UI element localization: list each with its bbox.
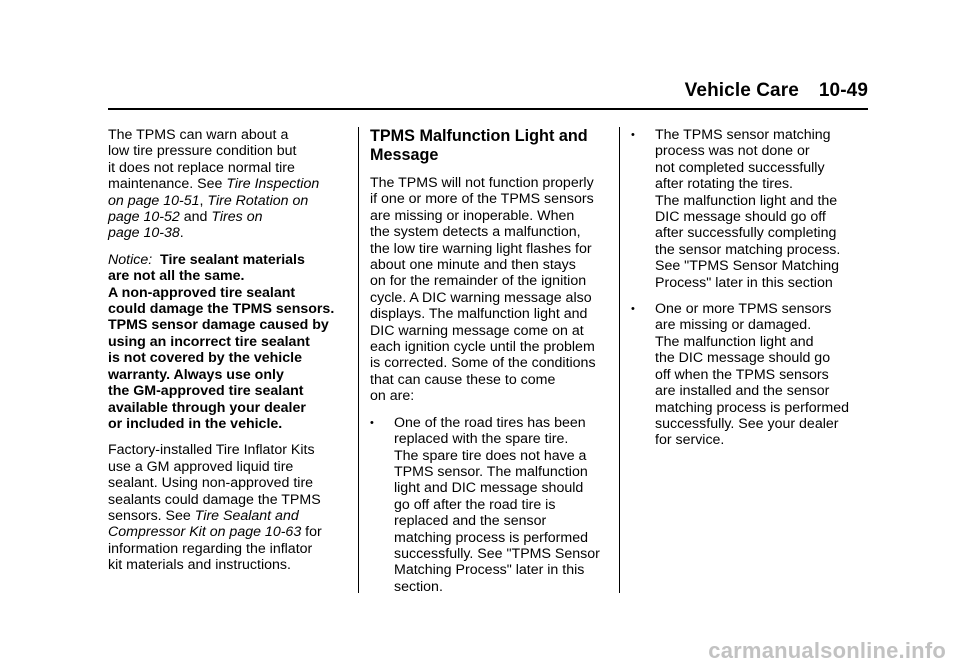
xref-tire-inspection[interactable]: Tire Inspection — [226, 176, 320, 193]
text-line: section. — [394, 578, 443, 595]
text-run: maintenance. See — [108, 176, 227, 193]
text-line: low tire pressure condition but — [108, 143, 297, 160]
text-line: the system detects a malfunction, — [370, 224, 581, 241]
text-line: matching process is performed — [394, 529, 588, 546]
text-line: successfully. See your dealer — [655, 415, 839, 432]
heading-line: TPMS Malfunction Light and — [370, 127, 588, 145]
text-run: for — [301, 524, 322, 541]
text-line: process was not done or — [655, 143, 810, 160]
column-divider-2 — [619, 127, 620, 593]
text-line: use a GM approved liquid tire — [108, 458, 294, 475]
column-3 — [631, 127, 871, 459]
text-run: and — [179, 209, 212, 226]
text-line: successfully. See "TPMS Sensor — [394, 545, 600, 562]
text-run: , — [199, 192, 208, 209]
text-line: The malfunction light and — [655, 333, 814, 350]
text-line: matching process is performed — [655, 399, 849, 416]
malfunction-paragraph — [370, 175, 610, 405]
notice-line: are not all the same. — [108, 268, 245, 285]
text-line: One or more TPMS sensors — [655, 301, 832, 318]
bullet-icon: • — [631, 129, 635, 141]
watermark: carmanualsonline.info — [708, 638, 946, 663]
text-line — [108, 524, 348, 540]
notice-line: the GM-approved tire sealant — [108, 383, 304, 400]
bullet-icon: • — [370, 416, 374, 429]
text-line — [108, 508, 348, 524]
notice-line: warranty. Always use only — [108, 366, 284, 383]
text-line: DIC warning message come on at — [370, 322, 584, 339]
text-line: The TPMS will not function properly — [370, 175, 594, 191]
text-line: TPMS sensor. The malfunction — [394, 463, 588, 480]
notice-line: could damage the TPMS sensors. — [108, 301, 335, 318]
column-2 — [370, 127, 610, 605]
text-line: light and DIC message should — [394, 480, 584, 497]
text-line: are missing or inoperable. When — [370, 207, 575, 224]
text-line: go off after the road tire is — [394, 496, 556, 513]
text-line: each ignition cycle until the problem — [370, 339, 595, 356]
text-line: cycle. A DIC warning message also — [370, 289, 592, 306]
text-line: is corrected. Some of the conditions — [370, 355, 596, 372]
xref-tires-page[interactable]: page 10-38 — [108, 225, 180, 242]
section-heading — [370, 127, 610, 165]
text-line: are missing or damaged. — [655, 317, 812, 334]
text-line: replaced and the sensor — [394, 513, 547, 530]
text-line — [108, 193, 348, 209]
text-line: are installed and the sensor — [655, 383, 830, 400]
column-divider-1 — [358, 127, 359, 593]
xref-tire-rotation[interactable]: Tire Rotation on — [207, 192, 309, 209]
text-line: Process" later in this section — [655, 274, 833, 291]
list-item — [370, 415, 610, 595]
text-line: Matching Process" later in this — [394, 562, 585, 579]
list-item — [631, 301, 871, 449]
text-line: after successfully completing — [655, 225, 837, 242]
text-line: the DIC message should go — [655, 350, 831, 367]
text-line: about one minute and then stays — [370, 257, 576, 274]
text-line: replaced with the spare tire. — [394, 431, 569, 448]
notice-line: using an incorrect tire sealant — [108, 333, 310, 350]
notice-line: TPMS sensor damage caused by — [108, 317, 329, 334]
text-line: information regarding the inflator — [108, 540, 313, 557]
text-line: after rotating the tires. — [655, 176, 794, 193]
text-line: the sensor matching process. — [655, 241, 841, 258]
section-title: Vehicle Care — [684, 80, 799, 101]
notice-line: A non-approved tire sealant — [108, 284, 296, 301]
text-line: on are: — [370, 388, 415, 405]
header-rule — [108, 108, 868, 110]
text-line: for service. — [655, 432, 725, 449]
tpms-warning-paragraph — [108, 127, 348, 242]
text-line: displays. The malfunction light and — [370, 306, 588, 323]
text-run: sensors. See — [108, 507, 195, 524]
text-line: that can cause these to come — [370, 371, 556, 388]
text-line: it does not replace normal tire — [108, 159, 295, 176]
text-line — [108, 176, 348, 192]
text-line: Factory-installed Tire Inflator Kits — [108, 442, 315, 459]
inflator-kit-paragraph — [108, 442, 348, 573]
text-line — [108, 225, 348, 241]
text-line: The TPMS sensor matching — [655, 127, 831, 143]
text-line: The spare tire does not have a — [394, 447, 587, 464]
text-line: not completed successfully — [655, 159, 825, 176]
text-line: sealants could damage the TPMS — [108, 491, 321, 508]
heading-line: Message — [370, 146, 439, 164]
text-line: off when the TPMS sensors — [655, 366, 829, 383]
column-1 — [108, 127, 348, 584]
notice-block — [108, 252, 348, 432]
xref-compressor-kit-page[interactable]: Compressor Kit on page 10-63 — [108, 524, 302, 541]
bullet-icon: • — [631, 303, 635, 316]
text-line: One of the road tires has been — [394, 414, 586, 431]
xref-tire-inspection-page[interactable]: on page 10-51 — [108, 192, 200, 209]
notice-line: Tire sealant materials — [160, 251, 305, 268]
notice-label: Notice: — [108, 251, 153, 268]
text-line: the low tire warning light flashes for — [370, 240, 592, 257]
xref-tires[interactable]: Tires on — [211, 209, 263, 226]
page-number: 10-49 — [818, 80, 868, 101]
xref-tire-rotation-page[interactable]: page 10-52 — [108, 209, 180, 226]
text-line: sealant. Using non-approved tire — [108, 475, 314, 492]
page-header — [685, 80, 868, 102]
notice-line: is not covered by the vehicle — [108, 350, 302, 367]
text-line: kit materials and instructions. — [108, 557, 291, 574]
text-run: . — [179, 225, 184, 242]
notice-line: or included in the vehicle. — [108, 415, 283, 432]
text-line: The TPMS can warn about a — [108, 127, 289, 143]
text-line: if one or more of the TPMS sensors — [370, 191, 594, 208]
text-line — [108, 209, 348, 225]
xref-tire-sealant[interactable]: Tire Sealant and — [194, 507, 299, 524]
notice-line: available through your dealer — [108, 399, 306, 416]
text-line: The malfunction light and the — [655, 192, 838, 209]
list-item — [631, 127, 871, 291]
text-line: See "TPMS Sensor Matching — [655, 258, 840, 275]
text-line: DIC message should go off — [655, 209, 826, 226]
text-line: on for the remainder of the ignition — [370, 273, 587, 290]
